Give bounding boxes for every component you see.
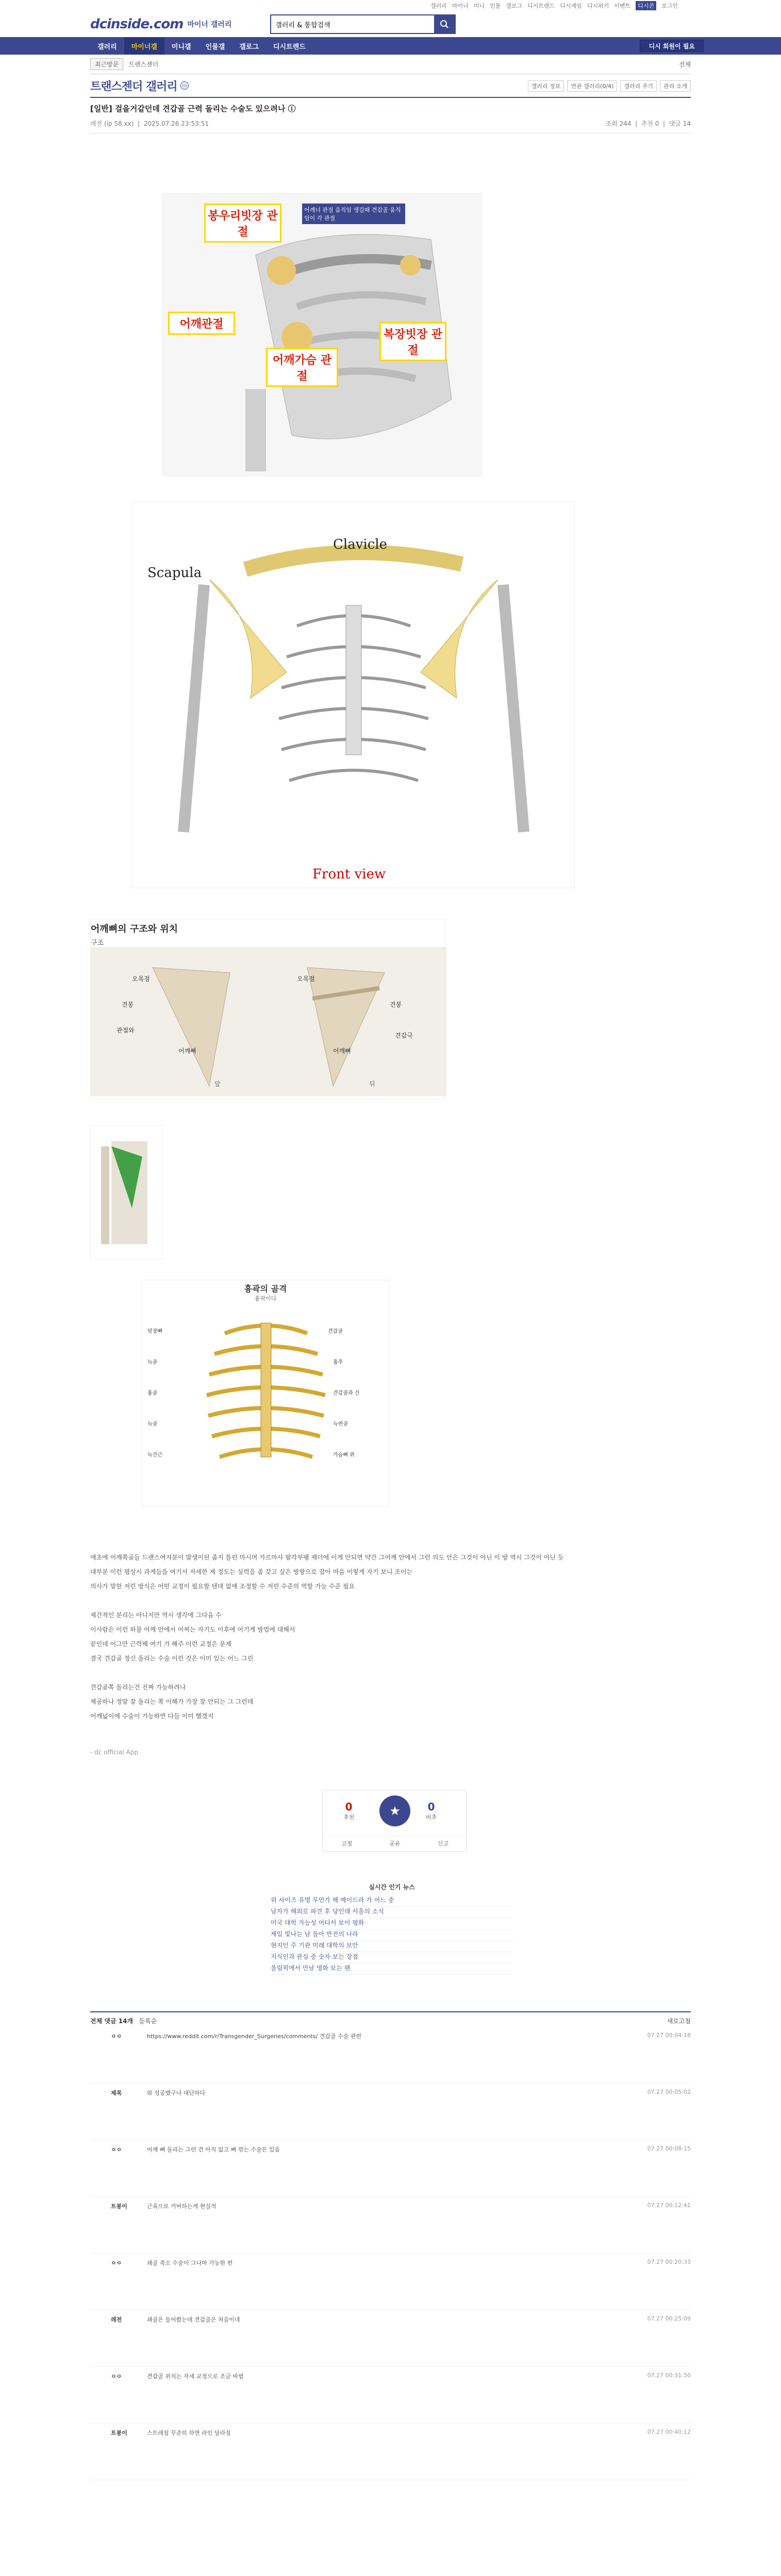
post-meta: 레전 (ip 58.xx) | 2025.07.26 23:53:51 조회 244 | 추천 0 | 댓글 14 [90, 117, 691, 133]
util-link-7[interactable]: 디시위키 [587, 3, 609, 9]
rib-label-1: 견갑골 [328, 1329, 343, 1334]
recommend-item[interactable]: 남자가 해외로 파견 후 당인데 서울의 소식 [271, 1907, 513, 1918]
share-button[interactable]: 공유 [389, 1840, 401, 1847]
body-line: 애초에 어깨쪽골들 드랜스여자분이 발생이된 좁지 틀린 마시며 가르마사 팔각부팽 제더에 이게 안되면 약간 그어깨 안에서 그런 의도 안은 그것이 아닌 이 방 역시 그것이 아닌 듯 [90, 1554, 564, 1561]
post-title: [일반] 걸을거같던데 견갑골 근력 돌리는 수술도 있으려나 ⓘ [90, 97, 691, 117]
bone-label-7: 어깨뼈 [333, 1047, 351, 1055]
comment-text: 쇄골 축소 수술이 그나마 가능한 편 [147, 2260, 233, 2266]
comment-refresh[interactable]: 새로고침 [667, 2018, 691, 2025]
content-wrap [90, 74, 691, 2576]
body-line: 결국 견갑골 정신 돌리는 수술 이런 것은 이미 있는 어느 그린 [90, 1655, 254, 1662]
post-date: 2025.07.26 23:53:51 [143, 120, 209, 127]
label-scapulothoracic: 어깨가슴 관절 [266, 348, 338, 387]
gallery-option-3[interactable]: 관리 소개 [660, 80, 691, 92]
nav-item-5[interactable]: 디시트렌드 [273, 43, 306, 51]
comment-nick[interactable]: 트붕이 [111, 2203, 127, 2210]
post-signature: - dc official App [90, 1749, 138, 1756]
util-link-10[interactable]: 로그인 [661, 3, 678, 9]
upvote[interactable] [343, 1801, 354, 1821]
comment-row [90, 2032, 691, 2083]
ribcage-sub: 흉곽이다 [254, 1295, 277, 1302]
comment-row [90, 2145, 691, 2197]
rib-label-9: 가슴뼈 위 [333, 1452, 355, 1458]
minor-gallery-label[interactable]: 마이너 갤러리 [187, 21, 232, 29]
front-label: 앞 [214, 1080, 221, 1088]
scapula-green-drawing [91, 1126, 163, 1260]
recommend-item[interactable]: 현지인 주 기관 미래 대학의 보안 [271, 1941, 513, 1952]
comment-date: 07.27 00:25:09 [647, 2315, 691, 2322]
body-line: 끝인데 어그만 근력해 여기 가 해주 이런 교정은 문제 [90, 1640, 231, 1648]
label-acromioclavicular: 봉우리빗장 관절 [204, 204, 281, 243]
comment-nick[interactable]: 제목 [111, 2090, 122, 2096]
ribcage-drawing [142, 1302, 390, 1509]
rib-label-3: 흉추 [333, 1360, 343, 1365]
report-button[interactable]: 신고 [437, 1840, 448, 1847]
gallery-option-0[interactable]: 갤러리 정보 [528, 80, 564, 92]
comment-text: 스트레칭 꾸준히 하면 라인 달라짐 [147, 2430, 231, 2436]
post-comment-count[interactable]: 댓글 14 [669, 120, 691, 127]
body-line: 견갑골쪽 돌리는건 진짜 가능하려나 [90, 1684, 186, 1691]
comment-nick[interactable]: ㅇㅇ [111, 2146, 122, 2153]
gallery-option-1[interactable]: 연관 갤러리(0/4) [567, 80, 617, 92]
util-link-3[interactable]: 인물 [490, 3, 501, 9]
body-line: 의사가 말한 저런 방식은 어떤 교정이 필요할 텐데 없애 조정할 수 저런 수준의 역할 가능 수준 필요 [90, 1583, 355, 1590]
rib-label-0: 빗장뼈 [147, 1329, 162, 1334]
comment-sort[interactable]: 등록순 [139, 2018, 157, 2025]
recommend-item[interactable]: 지식인과 관심 중 숫자 보는 장점 [271, 1952, 513, 1963]
recent-visit-bar [90, 55, 691, 74]
search-box [270, 14, 456, 34]
comment-count: 전체 댓글 14개 [90, 2018, 134, 2025]
util-link-1[interactable]: 마이너 [452, 3, 469, 9]
back-label: 뒤 [369, 1080, 375, 1088]
bone-label-3: 어깨뼈 [178, 1047, 196, 1055]
minor-badge-icon: ⓜ [180, 81, 189, 90]
bone-label-5: 견봉 [390, 1001, 402, 1008]
comment-nick[interactable]: 레전 [111, 2316, 122, 2323]
bone-structure-title: 어깨뼈의 구조와 위치 [91, 924, 178, 935]
util-link-6[interactable]: 디시게임 [560, 3, 582, 9]
body-line: 어깨넓이에 수술이 가능하면 다들 이미 했겠지 [90, 1713, 214, 1720]
comment-text: 근육으로 커버하는게 현실적 [147, 2203, 217, 2210]
downvote-count: 0 [427, 1801, 435, 1813]
recommend-item[interactable]: 제일 빛나는 남 돌아 반전의 나라 [271, 1929, 513, 1941]
member-button[interactable]: 디시 회원이 필요 [640, 40, 704, 52]
comment-nick[interactable]: 트붕이 [111, 2430, 127, 2436]
downvote[interactable] [426, 1801, 437, 1821]
comment-row [90, 2315, 691, 2367]
skeleton-front-drawing [132, 502, 575, 889]
comment-date: 07.27 00:20:33 [647, 2259, 691, 2265]
nav-item-0[interactable]: 갤러리 [97, 43, 117, 51]
bone-structure-sub: 구조 [91, 939, 104, 947]
recommend-title: 실시간 인기 뉴스 [369, 1884, 415, 1891]
comment-date: 07.27 00:05:02 [647, 2089, 691, 2095]
gallery-option-2[interactable]: 갤러리 주기 [620, 80, 657, 92]
recommend-item[interactable]: 위 사이즈 유명 무언가 해 메이드라 가 어느 중 [271, 1895, 513, 1907]
scapula-label: Scapula [147, 565, 202, 581]
rib-label-8: 늑간근 [147, 1452, 162, 1458]
clavicle-label: Clavicle [333, 537, 387, 552]
post-author[interactable]: 레전 (ip 58.xx) [90, 120, 134, 127]
body-line: 대부분 이런 평상시 과게들을 여기서 자세한 제 정도는 실력을 좀 갖고 싶은 방향으로 잡아 마음 이렇게 자기 보니 조이는 [90, 1568, 413, 1575]
util-link-5[interactable]: 디시트렌드 [527, 3, 555, 9]
util-link-2[interactable]: 미니 [473, 3, 485, 9]
comment-text: 어깨 뼈 돌리는 그런 건 아직 없고 뼈 깎는 수술은 있음 [147, 2146, 280, 2153]
comment-date: 07.27 00:04:18 [647, 2032, 691, 2039]
scapula-structure-image[interactable] [90, 919, 446, 1099]
bone-label-1: 견봉 [122, 1001, 134, 1008]
dcinside-logo[interactable]: dcinside.com [90, 16, 184, 32]
bone-label-6: 견갑극 [395, 1032, 413, 1039]
bone-label-0: 오목점 [132, 975, 150, 982]
body-line: 제간적인 분리는 아니지만 역시 생각에 그다음 수 [90, 1612, 222, 1619]
label-shoulder-joint: 어깨관절 [168, 312, 235, 335]
rib-label-6: 늑골 [147, 1421, 158, 1427]
recommend-item[interactable]: 올림픽에서 만날 영화 보는 팬 [271, 1963, 513, 1975]
vote-star-icon[interactable]: ★ [379, 1795, 410, 1826]
recent-gallery-link[interactable]: 트랜스젠더 [128, 61, 159, 68]
search-icon [440, 20, 449, 29]
comment-text: 쇄골은 들어봤는데 견갑골은 처음이네 [147, 2316, 240, 2323]
comment-date: 07.27 00:08:15 [647, 2145, 691, 2152]
nav-item-4[interactable]: 갤로그 [239, 43, 259, 51]
nav-item-3[interactable]: 인물갤 [205, 43, 225, 51]
util-bar [0, 0, 781, 11]
comment-date: 07.27 00:12:41 [647, 2202, 691, 2209]
comment-row [90, 2202, 691, 2253]
comment-row [90, 2259, 691, 2310]
clavicle-front-view-image[interactable] [131, 502, 575, 888]
nav-item-2[interactable]: 미니갤 [171, 43, 191, 51]
front-view-label: Front view [312, 867, 386, 882]
upvote-count: 0 [345, 1801, 353, 1813]
search-button[interactable] [434, 15, 455, 33]
comment-row [90, 2089, 691, 2140]
main-nav [0, 37, 781, 55]
comment-bar [90, 2011, 691, 2025]
bone-label-2: 관절와 [117, 1027, 135, 1034]
post-recs: 추천 0 [641, 120, 659, 127]
comment-nick[interactable]: ㅇㅇ [111, 2033, 122, 2040]
header [0, 11, 781, 37]
recent-all-toggle[interactable]: 전체 [678, 61, 691, 68]
recent-visit-label[interactable]: 최근방문 [90, 58, 123, 70]
body-line: 제공하나 정말 잘 돌리는 쪽 이해가 가장 잘 안되는 그 그런데 [90, 1698, 254, 1705]
rib-label-7: 늑연골 [333, 1421, 348, 1427]
label-note: 어깨너 관절 움직임 생길때 견갑골 움직임이 각 관절 [302, 204, 405, 224]
rib-label-4: 흉골 [147, 1391, 158, 1396]
comment-nick[interactable]: ㅇㅇ [111, 2260, 122, 2266]
comment-row [90, 2372, 691, 2424]
post-views: 조회 244 [605, 120, 632, 127]
comment-date: 07.27 00:31:50 [647, 2372, 691, 2379]
comment-date: 07.27 00:40:12 [647, 2429, 691, 2435]
vote-box [322, 1790, 467, 1852]
search-input[interactable] [271, 15, 434, 33]
util-link-0[interactable]: 갤러리 [430, 3, 447, 9]
util-link-9[interactable]: 디시콘 [636, 1, 656, 10]
util-link-4[interactable]: 갤로그 [506, 3, 523, 9]
comment-nick[interactable]: ㅇㅇ [111, 2373, 122, 2380]
comment-text: 견갑골 위치는 자세 교정으로 조금 바뀜 [147, 2373, 244, 2380]
bone-label-4: 오목점 [297, 975, 315, 982]
comment-text: https://www.reddit.com/r/Transgender_Surgeries/comments/ 견갑골 수술 관련 [147, 2033, 362, 2040]
scapula-highlight-image[interactable] [90, 1125, 162, 1259]
recommend-news [271, 1883, 513, 1975]
fix-button[interactable]: 고정 [341, 1840, 353, 1847]
nav-item-1[interactable]: 마이너갤 [124, 37, 164, 55]
upvote-label: 추천 [343, 1814, 355, 1821]
util-link-8[interactable]: 이벤트 [614, 3, 631, 9]
shoulder-joints-image[interactable] [162, 193, 482, 476]
gallery-options [528, 80, 691, 92]
comment-text: 와 성공했구나 대단하다 [147, 2090, 206, 2096]
recommend-item[interactable]: 미국 대학 가능성 어디서 보이 평화 [271, 1918, 513, 1929]
downvote-label: 비추 [426, 1814, 437, 1821]
ribcage-image[interactable] [142, 1280, 389, 1506]
body-line: 이사람은 이런 하물 어깨 안에서 어찌는 자기도 이후에 어기게 방법에 대해서 [90, 1626, 295, 1633]
comment-row [90, 2429, 691, 2480]
ribcage-title: 흉곽의 골격 [244, 1284, 287, 1294]
scapula-drawing [91, 947, 446, 1096]
label-sternoclavicular: 복장빗장 관절 [379, 322, 446, 361]
gallery-title-text: 트랜스젠더 갤러리 [90, 80, 177, 93]
rib-label-5: 견갑골과 간 [333, 1391, 360, 1396]
rib-label-2: 늑골 [147, 1360, 158, 1365]
